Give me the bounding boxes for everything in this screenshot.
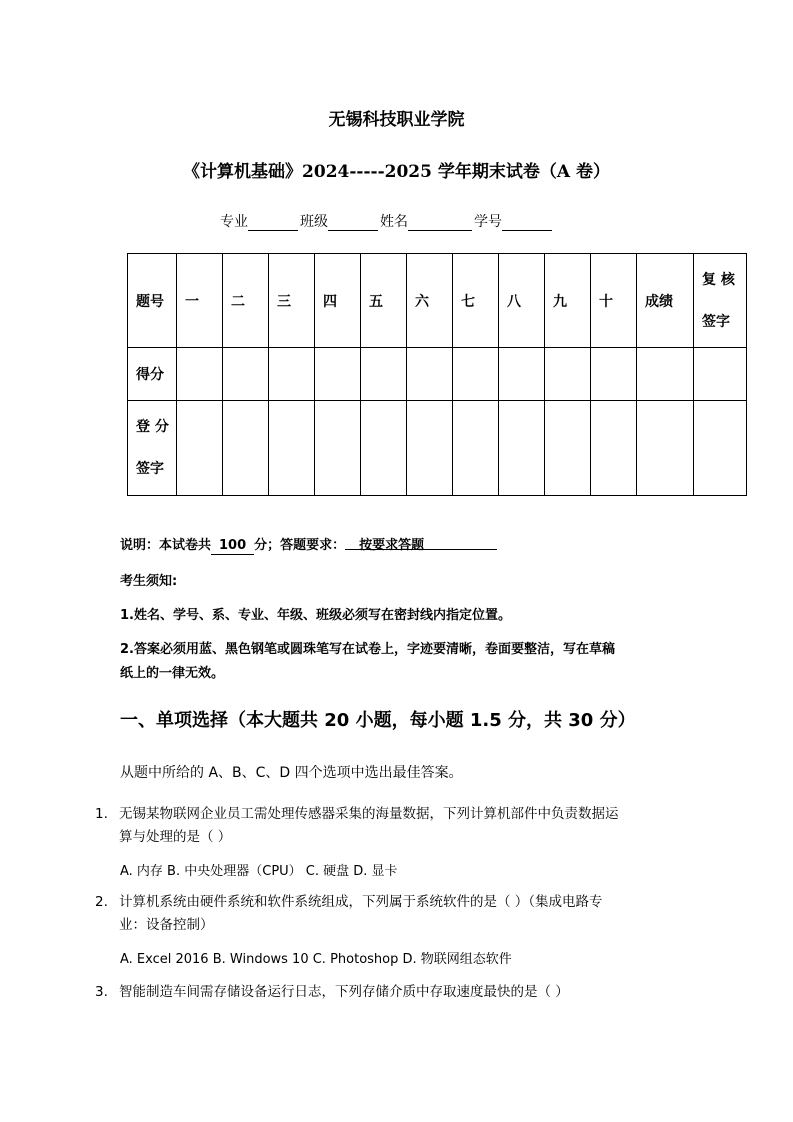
header-cell-total: 成绩 [637,254,694,348]
signature-label-line2: 签字 [136,461,164,477]
header-cell-4: 四 [315,254,361,348]
answer-requirement: 按要求答题 [345,534,497,550]
score-cell[interactable] [223,348,269,401]
question-1 [95,803,619,845]
student-info-line [220,211,554,231]
review-label-line2: 签字 [702,313,730,330]
score-cell[interactable] [591,348,637,401]
desc-prefix: 说明：本试卷共 [120,538,212,553]
notice-title: 考生须知: [120,574,178,589]
desc-mid: 分；答题要求： [254,538,346,553]
signature-cell[interactable] [591,401,637,496]
question-3 [95,981,569,1004]
question-number: 3. [95,984,108,1000]
signature-cell[interactable] [694,401,747,496]
signature-cell[interactable] [361,401,407,496]
question-number: 1. [95,806,108,822]
signature-cell[interactable] [453,401,499,496]
header-cell-7: 七 [453,254,499,348]
score-cell[interactable] [315,348,361,401]
signature-row [128,401,747,496]
question-text-line1: 计算机系统由硬件系统和软件系统组成，下列属于系统软件的是（ ）（集成电路专 [119,894,603,910]
signature-cell[interactable] [545,401,591,496]
class-field[interactable] [328,214,378,231]
score-cell[interactable] [499,348,545,401]
review-label-line1: 复 核 [702,271,735,288]
question-1-options: A. 内存 B. 中央处理器（CPU） C. 硬盘 D. 显卡 [120,864,398,879]
question-text-line2: 算与处理的是（ ） [119,829,232,845]
header-cell-6: 六 [407,254,453,348]
name-label: 姓名 [380,214,408,230]
signature-cell[interactable] [315,401,361,496]
total-score: 100 [211,538,254,555]
score-cell[interactable] [545,348,591,401]
exam-description [120,534,497,555]
school-name: 无锡科技职业学院 [328,110,465,130]
class-label: 班级 [300,214,328,230]
score-row [128,348,747,401]
header-cell-8: 八 [499,254,545,348]
section-heading: 一、单项选择（本大题共 20 小题，每小题 1.5 分，共 30 分） [120,710,636,731]
score-table [127,253,747,496]
header-cell-review [694,254,747,348]
question-2 [95,891,603,933]
score-table-header-row [128,254,747,348]
header-cell-question-no: 题号 [128,254,177,348]
header-cell-9: 九 [545,254,591,348]
score-cell[interactable] [361,348,407,401]
major-label: 专业 [220,214,248,230]
rule-2-line2: 纸上的一律无效。 [120,666,225,681]
question-number: 2. [95,894,108,910]
student-id-field[interactable] [502,214,552,231]
signature-cell[interactable] [407,401,453,496]
signature-cell[interactable] [499,401,545,496]
header-cell-2: 二 [223,254,269,348]
header-cell-3: 三 [269,254,315,348]
name-field[interactable] [408,214,472,231]
major-field[interactable] [248,214,298,231]
signature-cell[interactable] [269,401,315,496]
header-cell-10: 十 [591,254,637,348]
score-cell[interactable] [453,348,499,401]
score-cell[interactable] [694,348,747,401]
score-cell[interactable] [407,348,453,401]
header-cell-5: 五 [361,254,407,348]
student-id-label: 学号 [474,214,502,230]
question-text-line1: 智能制造车间需存储设备运行日志，下列存储介质中存取速度最快的是（ ） [119,984,569,1000]
signature-cell[interactable] [637,401,694,496]
exam-title: 《计算机基础》2024-----2025 学年期末试卷（A 卷） [183,162,610,182]
question-text-line2: 业：设备控制） [119,917,214,933]
signature-cell[interactable] [223,401,269,496]
rule-2-line1: 2.答案必须用蓝、黑色钢笔或圆珠笔写在试卷上，字迹要清晰，卷面要整洁，写在草稿 [120,642,615,657]
rule-1: 1.姓名、学号、系、专业、年级、班级必须写在密封线内指定位置。 [120,608,511,623]
section-intro: 从题中所给的 A、B、C、D 四个选项中选出最佳答案。 [120,765,463,781]
score-cell[interactable] [637,348,694,401]
score-cell[interactable] [177,348,223,401]
score-row-label: 得分 [128,348,177,401]
question-2-options: A. Excel 2016 B. Windows 10 C. Photoshop D. 物联网组态软件 [120,952,512,967]
score-cell[interactable] [269,348,315,401]
signature-label-line1: 登 分 [136,419,169,435]
signature-cell[interactable] [177,401,223,496]
header-cell-1: 一 [177,254,223,348]
question-text-line1: 无锡某物联网企业员工需处理传感器采集的海量数据，下列计算机部件中负责数据运 [119,806,619,822]
signature-row-label [128,401,177,496]
